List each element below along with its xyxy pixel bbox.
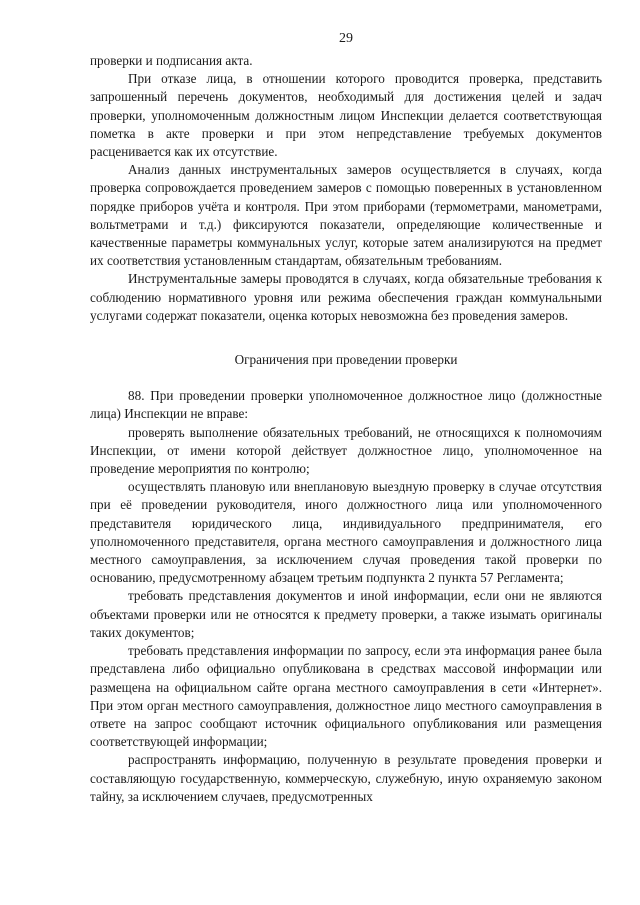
page-number: 29: [339, 31, 353, 46]
paragraph-continuation: проверки и подписания акта.: [90, 53, 253, 68]
paragraph-restriction-3: требовать представления документов и иной информации, если они не являются объектами проверки или не относятся к предмету проверки, а также изымать оригиналы таких документов;: [90, 588, 602, 640]
paragraph-measurements-analysis: Анализ данных инструментальных замеров осуществляется в случаях, когда проверка сопровождается проведением замеров с помощью поверенных в установленном порядке приборов учёта и контроля. При этом приборами (термометрами, манометрами, вольтметрами и т.д.) фиксируются показатели, определяющие количественные и качественные параметры коммунальных услуг, которые затем анализируются на предмет их соответствия установленным стандартам, обязательным требованиям.: [90, 162, 602, 269]
document-page: [90, 30, 602, 806]
paragraph-restriction-1: проверять выполнение обязательных требований, не относящихся к полномочиям Инспекции, от имени которой действует должностное лицо, уполномоченное на проведение мероприятия по контролю;: [90, 424, 602, 477]
paragraph-refusal: При отказе лица, в отношении которого проводится проверка, представить запрошенный перечень документов, необходимый для достижения целей и задач проверки, уполномоченным должностным лицом Инспекции делается соответствующая пометка в акте проверки и при этом непредставление требуемых документов расценивается как их отсутствие.: [90, 71, 602, 160]
paragraph-item-88: 88. При проведении проверки уполномоченное должностное лицо (должностные лица) Инспекции не вправе:: [90, 388, 602, 422]
paragraph-restriction-5: распространять информацию, полученную в результате проведения проверки и составляющую государственную, коммерческую, служебную, иную охраняемую законом тайну, за исключением случаев, предусмотренных: [90, 752, 602, 804]
paragraph-restriction-2: осуществлять плановую или внеплановую выездную проверку в случае отсутствия при её проведении руководителя, иного должностного лица или уполномоченного представителя юридического лица, индивидуального предпринимателя, его уполномоченного представителя, органа местного самоуправления и должностного лица местного самоуправления, за исключением случая проведения такой проверки по основанию, предусмотренному абзацем третьим подпункта 2 пункта 57 Регламента;: [90, 479, 602, 586]
section-heading: Ограничения при проведении проверки: [234, 352, 458, 368]
paragraph-restriction-4: требовать представления информации по запросу, если эта информация ранее была представлена либо официально опубликована в средствах массовой информации или размещена на официальном сайте органа местного самоуправления в сети «Интернет». При этом орган местного самоуправления, должностное лицо местного самоуправления в ответе на запрос сообщают источник официального опубликования или размещения соответствующей информации;: [90, 643, 602, 750]
paragraph-measurements-cases: Инструментальные замеры проводятся в случаях, когда обязательные требования к соблюдению нормативного уровня или режима обеспечения граждан коммунальными услугами содержат показатели, оценка которых невозможна без проведения замеров.: [90, 271, 602, 323]
